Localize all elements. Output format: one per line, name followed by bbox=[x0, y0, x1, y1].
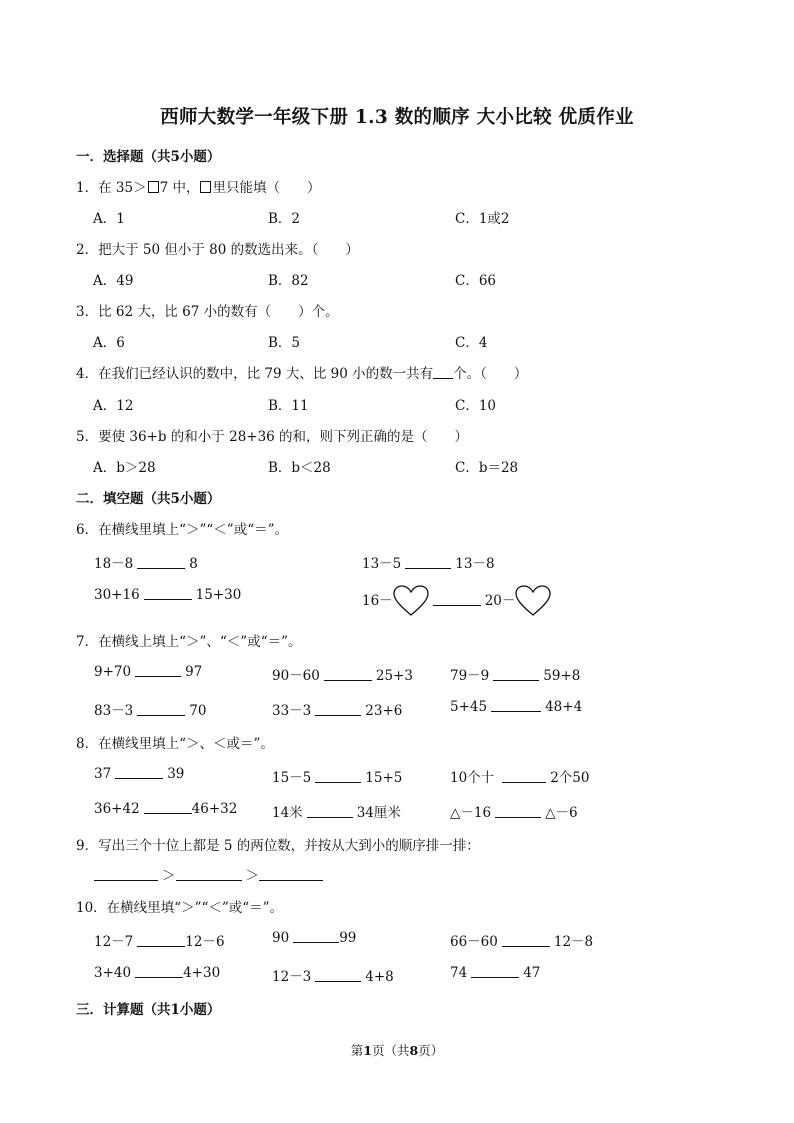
square-box-icon bbox=[200, 181, 211, 193]
answer-blank[interactable] bbox=[315, 703, 361, 716]
answer-blank[interactable] bbox=[471, 965, 519, 978]
option-2b: B．82 bbox=[268, 273, 309, 289]
option-1b: B．2 bbox=[268, 211, 301, 227]
option-4c: C．10 bbox=[455, 398, 497, 414]
answer-blank[interactable] bbox=[405, 556, 451, 569]
answer-blank[interactable] bbox=[324, 668, 372, 681]
compare-item: 12－3 4+8 bbox=[272, 969, 394, 985]
option-4a: A．12 bbox=[93, 398, 134, 414]
compare-item: △－16 △－6 bbox=[450, 805, 578, 821]
answer-blank[interactable] bbox=[176, 868, 242, 881]
question-6: 6．在横线里填上“＞”“＜”或“＝”。 bbox=[76, 522, 288, 538]
option-2a: A．49 bbox=[93, 273, 134, 289]
compare-item: 14米 34厘米 bbox=[272, 805, 401, 821]
option-4b: B．11 bbox=[268, 398, 309, 414]
compare-item: 9+70 97 bbox=[94, 664, 203, 680]
compare-item: 74 47 bbox=[450, 965, 541, 981]
page-title: 西师大数学一年级下册 1.3 数的顺序 大小比较 优质作业 bbox=[160, 107, 634, 128]
question-8: 8．在横线里填上“＞、＜或＝”。 bbox=[76, 736, 274, 752]
answer-blank[interactable] bbox=[293, 930, 339, 943]
answer-blank[interactable] bbox=[502, 770, 546, 783]
compare-item-hearts: 16－ 20－ bbox=[362, 585, 551, 617]
question-4: 4．在我们已经认识的数中，比 79 大、比 90 小的数一共有 个。（ ） bbox=[76, 366, 528, 382]
page-footer: 第1页（共8页） bbox=[350, 1043, 444, 1058]
compare-item: 90 99 bbox=[272, 930, 357, 946]
answer-blank[interactable] bbox=[144, 587, 192, 600]
answer-blank[interactable] bbox=[115, 766, 163, 779]
answer-blank[interactable] bbox=[315, 969, 361, 982]
section-heading-choice: 一．选择题（共5小题） bbox=[76, 149, 221, 165]
answer-blank[interactable] bbox=[137, 703, 185, 716]
answer-blank[interactable] bbox=[137, 934, 185, 947]
square-box-icon bbox=[148, 181, 159, 193]
compare-item: 10个十 2个50 bbox=[450, 770, 590, 786]
option-2c: C．66 bbox=[455, 273, 497, 289]
option-3c: C．4 bbox=[455, 335, 488, 351]
heart-icon bbox=[393, 585, 429, 617]
answer-blank[interactable] bbox=[137, 556, 185, 569]
compare-item: 5+45 48+4 bbox=[450, 699, 583, 715]
answer-blank[interactable] bbox=[495, 805, 541, 818]
compare-item: 90－60 25+3 bbox=[272, 668, 413, 684]
option-3a: A．6 bbox=[93, 335, 125, 351]
compare-item: 83－3 70 bbox=[94, 703, 207, 719]
answer-blank[interactable] bbox=[315, 770, 361, 783]
question-1: 1．在 35＞ 7 中， 里只能填（ ） bbox=[76, 180, 321, 196]
question-3: 3．比 62 大，比 67 小的数有（ ）个。 bbox=[76, 304, 339, 320]
question-7: 7．在横线上填上“＞”、“＜”或“＝”。 bbox=[76, 634, 302, 650]
question-5: 5．要使 36+b 的和小于 28+36 的和，则下列正确的是（ ） bbox=[76, 429, 469, 445]
compare-item: 13－5 13－8 bbox=[362, 556, 495, 572]
compare-item: 37 39 bbox=[94, 766, 185, 782]
answer-blank[interactable] bbox=[94, 868, 158, 881]
section-heading-calc: 三．计算题（共1小题） bbox=[76, 1002, 221, 1018]
option-1c: C．1或2 bbox=[455, 211, 510, 227]
answer-blank[interactable] bbox=[502, 934, 550, 947]
compare-item: 30+16 15+30 bbox=[94, 587, 242, 603]
answer-blank[interactable] bbox=[135, 965, 183, 978]
answer-blank[interactable] bbox=[307, 805, 353, 818]
compare-item: 3+40 4+30 bbox=[94, 965, 221, 981]
compare-item: 15－5 15+5 bbox=[272, 770, 403, 786]
question-9: 9．写出三个十位上都是 5 的两位数，并按从大到小的顺序排一排： bbox=[76, 838, 480, 854]
compare-item: 79－9 59+8 bbox=[450, 668, 581, 684]
option-1a: A．1 bbox=[93, 211, 125, 227]
question-2: 2．把大于 50 但小于 80 的数选出来。（ ） bbox=[76, 242, 359, 258]
heart-icon bbox=[515, 585, 551, 617]
answer-blank[interactable] bbox=[493, 668, 539, 681]
answer-blank[interactable] bbox=[144, 801, 192, 814]
option-5c: C．b＝28 bbox=[455, 460, 519, 476]
ordering-blanks: ＞ ＞ bbox=[94, 864, 323, 884]
answer-blank[interactable] bbox=[433, 366, 453, 379]
answer-blank[interactable] bbox=[491, 699, 541, 712]
option-3b: B．5 bbox=[268, 335, 301, 351]
compare-item: 12－7 12－6 bbox=[94, 934, 225, 950]
question-10: 10．在横线里填“＞”“＜”或“＝”。 bbox=[76, 900, 284, 916]
compare-item: 18－8 8 bbox=[94, 556, 198, 572]
compare-item: 66－60 12－8 bbox=[450, 934, 594, 950]
answer-blank[interactable] bbox=[433, 593, 481, 606]
answer-blank[interactable] bbox=[259, 868, 323, 881]
answer-blank[interactable] bbox=[135, 664, 181, 677]
compare-item: 33－3 23+6 bbox=[272, 703, 403, 719]
option-5a: A．b＞28 bbox=[93, 460, 156, 476]
section-heading-fill: 二．填空题（共5小题） bbox=[76, 491, 221, 507]
compare-item: 36+42 46+32 bbox=[94, 801, 238, 817]
option-5b: B．b＜28 bbox=[268, 460, 331, 476]
